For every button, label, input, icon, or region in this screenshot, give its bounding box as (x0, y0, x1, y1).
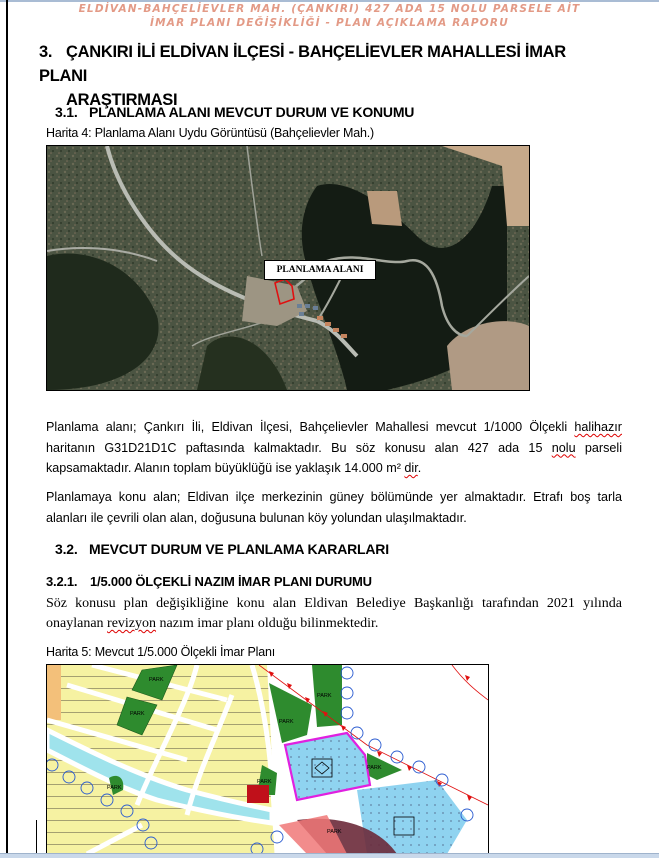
zoning-plan-map-image (46, 664, 489, 854)
section-3-2-heading (55, 541, 389, 557)
section-3-2-1-heading (46, 574, 372, 589)
section-3-2-title: MEVCUT DURUM VE PLANLAMA KARARLARI (89, 541, 389, 557)
spellcheck-word: halihazır (574, 420, 622, 434)
section-3-1-heading (55, 104, 414, 120)
paragraph-master-plan-status: Söz konusu plan değişikliğine konu alan Eldivan Belediye Başkanlığı tarafından 2021 yılında onaylanan revizyon nazım imar planı olduğu bilinmektedir. (46, 596, 622, 631)
zoning-plan-graphic (47, 665, 488, 854)
page-header (0, 2, 659, 30)
section-3-title-line-2: ARAŞTIRMASI (66, 91, 178, 109)
map-5-caption: Harita 5: Mevcut 1/5.000 Ölçekli İmar Planı (46, 645, 275, 659)
spellcheck-word: dir (404, 461, 418, 475)
header-line-1: ELDİVAN-BAHÇELİEVLER MAH. (ÇANKIRI) 427 ADA 15 NOLU PARSELE AİT (78, 3, 581, 15)
satellite-map-image (46, 145, 530, 391)
section-3-title-line-1: ÇANKIRI İLİ ELDİVAN İLÇESİ - BAHÇELİEVLER MAHALLESİ İMAR PLANI (39, 43, 566, 85)
paragraph-planning-area-location: Planlama alanı; Çankırı İli, Eldivan İlçesi, Bahçelievler Mahallesi mevcut 1/1000 Ölçekli halihazır haritanın G31D21D1C paftasında kalmaktadır. Bu söz konusu alan 427 ada 15 nolu parseli kapsamaktadır. Alanın toplam büyüklüğü ise yaklaşık 14.000 m² dir. (46, 420, 622, 475)
map-label-park: PARK (317, 693, 332, 699)
paragraph-planning-area-surroundings: Planlamaya konu alan; Eldivan ilçe merkezinin güney bölümünde yer almaktadır. Etrafı boş tarla alanları ile çevrili olan alan, doğusuna bulunan köy yolundan ulaşılmaktadır. (46, 490, 622, 525)
map-label-park: PARK (130, 711, 145, 717)
section-3-2-1-title: 1/5.000 ÖLÇEKLİ NAZIM İMAR PLANI DURUMU (90, 574, 372, 589)
map-label-park: PARK (327, 829, 342, 835)
section-3-1-number: 3.1. (55, 104, 78, 120)
table-left-border (36, 820, 37, 853)
map-label-park: PARK (279, 719, 294, 725)
header-line-2: İMAR PLANI DEĞİŞİKLİĞİ - PLAN AÇIKLAMA RAPORU (150, 17, 509, 29)
section-3-heading (39, 40, 599, 112)
map-4-caption: Harita 4: Planlama Alanı Uydu Görüntüsü (Bahçelievler Mah.) (46, 126, 374, 140)
map-label-park: PARK (107, 785, 122, 791)
planning-area-label: PLANLAMA ALANI (264, 260, 376, 280)
section-3-2-1-number: 3.2.1. (46, 574, 78, 589)
spellcheck-word: revizyon (107, 616, 157, 631)
map-label-park: PARK (367, 765, 382, 771)
section-3-2-number: 3.2. (55, 541, 78, 557)
map-label-park: PARK (257, 779, 272, 785)
page-left-margin-rule (6, 0, 8, 853)
spellcheck-word: nolu (551, 440, 576, 455)
section-3-number: 3. (39, 43, 53, 61)
window-bottom-border (0, 853, 659, 858)
section-3-1-title: PLANLAMA ALANI MEVCUT DURUM VE KONUMU (89, 104, 415, 120)
map-label-park: PARK (149, 677, 164, 683)
